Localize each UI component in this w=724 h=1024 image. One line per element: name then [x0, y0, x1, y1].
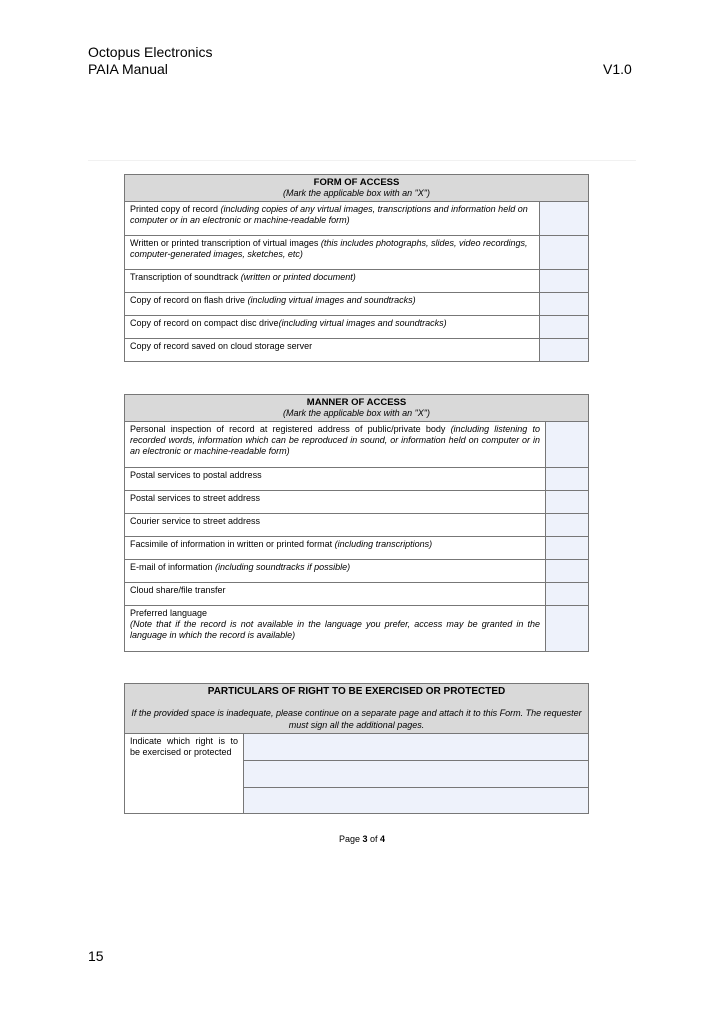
checkbox-cell[interactable] — [546, 606, 589, 652]
table-header-row — [125, 395, 589, 422]
option-label: Facsimile of information in written or printed format (including transcriptions) — [125, 537, 546, 560]
table-row — [125, 606, 589, 652]
checkbox-cell[interactable] — [540, 316, 589, 339]
table-row — [125, 537, 589, 560]
option-label: Written or printed transcription of virtual images (this includes photographs, slides, video recordings, computer-generated images, sketches, etc) — [125, 236, 540, 270]
table-row — [125, 514, 589, 537]
right-input-line[interactable] — [244, 788, 589, 814]
section-subtitle: (Mark the applicable box with an "X") — [283, 408, 430, 418]
right-input-line[interactable] — [244, 734, 589, 761]
option-label: Personal inspection of record at registered address of public/private body (including listening to recorded words, information which can be reproduced in sound, or information held on computer or in an electronic or machine-readable form) — [125, 422, 546, 468]
page-indicator: Page 3 of 4 — [338, 834, 386, 844]
document-version: V1.0 — [603, 61, 632, 77]
company-name: Octopus Electronics — [88, 44, 213, 60]
checkbox-cell[interactable] — [546, 514, 589, 537]
right-input-line[interactable] — [244, 761, 589, 788]
option-label: Postal services to postal address — [125, 468, 546, 491]
table-row — [125, 339, 589, 362]
section-title: MANNER OF ACCESS — [306, 397, 407, 408]
header-divider — [88, 160, 636, 161]
option-label: Copy of record saved on cloud storage server — [125, 339, 540, 362]
table-row — [125, 293, 589, 316]
table-header-row — [125, 684, 589, 734]
table-row — [125, 734, 589, 761]
checkbox-cell[interactable] — [540, 339, 589, 362]
option-label: Transcription of soundtrack (written or printed document) — [125, 270, 540, 293]
particulars-table — [124, 683, 589, 814]
checkbox-cell[interactable] — [540, 202, 589, 236]
checkbox-cell[interactable] — [546, 491, 589, 514]
manual-title: PAIA Manual — [88, 61, 168, 77]
checkbox-cell[interactable] — [546, 537, 589, 560]
option-label: Courier service to street address — [125, 514, 546, 537]
manner-of-access-header — [125, 395, 589, 422]
table-row — [125, 270, 589, 293]
document-header-left — [88, 44, 213, 78]
checkbox-cell[interactable] — [540, 270, 589, 293]
page-number: 15 — [88, 948, 104, 964]
section-instruction: If the provided space is inadequate, please continue on a separate page and attach it to this Form. The requester must sign all the additional pages. — [131, 708, 582, 730]
form-of-access-table — [124, 174, 589, 362]
section-title: FORM OF ACCESS — [313, 177, 400, 188]
option-label: Copy of record on flash drive (including virtual images and soundtracks) — [125, 293, 540, 316]
manner-of-access-table — [124, 394, 589, 652]
table-row — [125, 236, 589, 270]
right-label: Indicate which right is to be exercised or protected — [125, 734, 244, 814]
table-row — [125, 202, 589, 236]
option-label: Preferred language (Note that if the record is not available in the language you prefer, access may be granted in the language in which the record is available) — [125, 606, 546, 652]
checkbox-cell[interactable] — [546, 422, 589, 468]
checkbox-cell[interactable] — [540, 236, 589, 270]
table-row — [125, 583, 589, 606]
section-title: PARTICULARS OF RIGHT TO BE EXERCISED OR PROTECTED — [207, 686, 506, 697]
option-label: Printed copy of record (including copies of any virtual images, transcriptions and information held on computer or in an electronic or machine-readable form) — [125, 202, 540, 236]
table-header-row — [125, 175, 589, 202]
form-of-access-header — [125, 175, 589, 202]
table-row — [125, 491, 589, 514]
checkbox-cell[interactable] — [546, 560, 589, 583]
table-row — [125, 316, 589, 339]
table-row — [125, 560, 589, 583]
checkbox-cell[interactable] — [546, 583, 589, 606]
section-subtitle: (Mark the applicable box with an "X") — [283, 188, 430, 198]
option-label: Cloud share/file transfer — [125, 583, 546, 606]
option-label: E-mail of information (including soundtracks if possible) — [125, 560, 546, 583]
checkbox-cell[interactable] — [546, 468, 589, 491]
checkbox-cell[interactable] — [540, 293, 589, 316]
table-row — [125, 468, 589, 491]
option-label: Copy of record on compact disc drive(including virtual images and soundtracks) — [125, 316, 540, 339]
particulars-header — [125, 684, 589, 734]
option-label: Postal services to street address — [125, 491, 546, 514]
table-row — [125, 422, 589, 468]
